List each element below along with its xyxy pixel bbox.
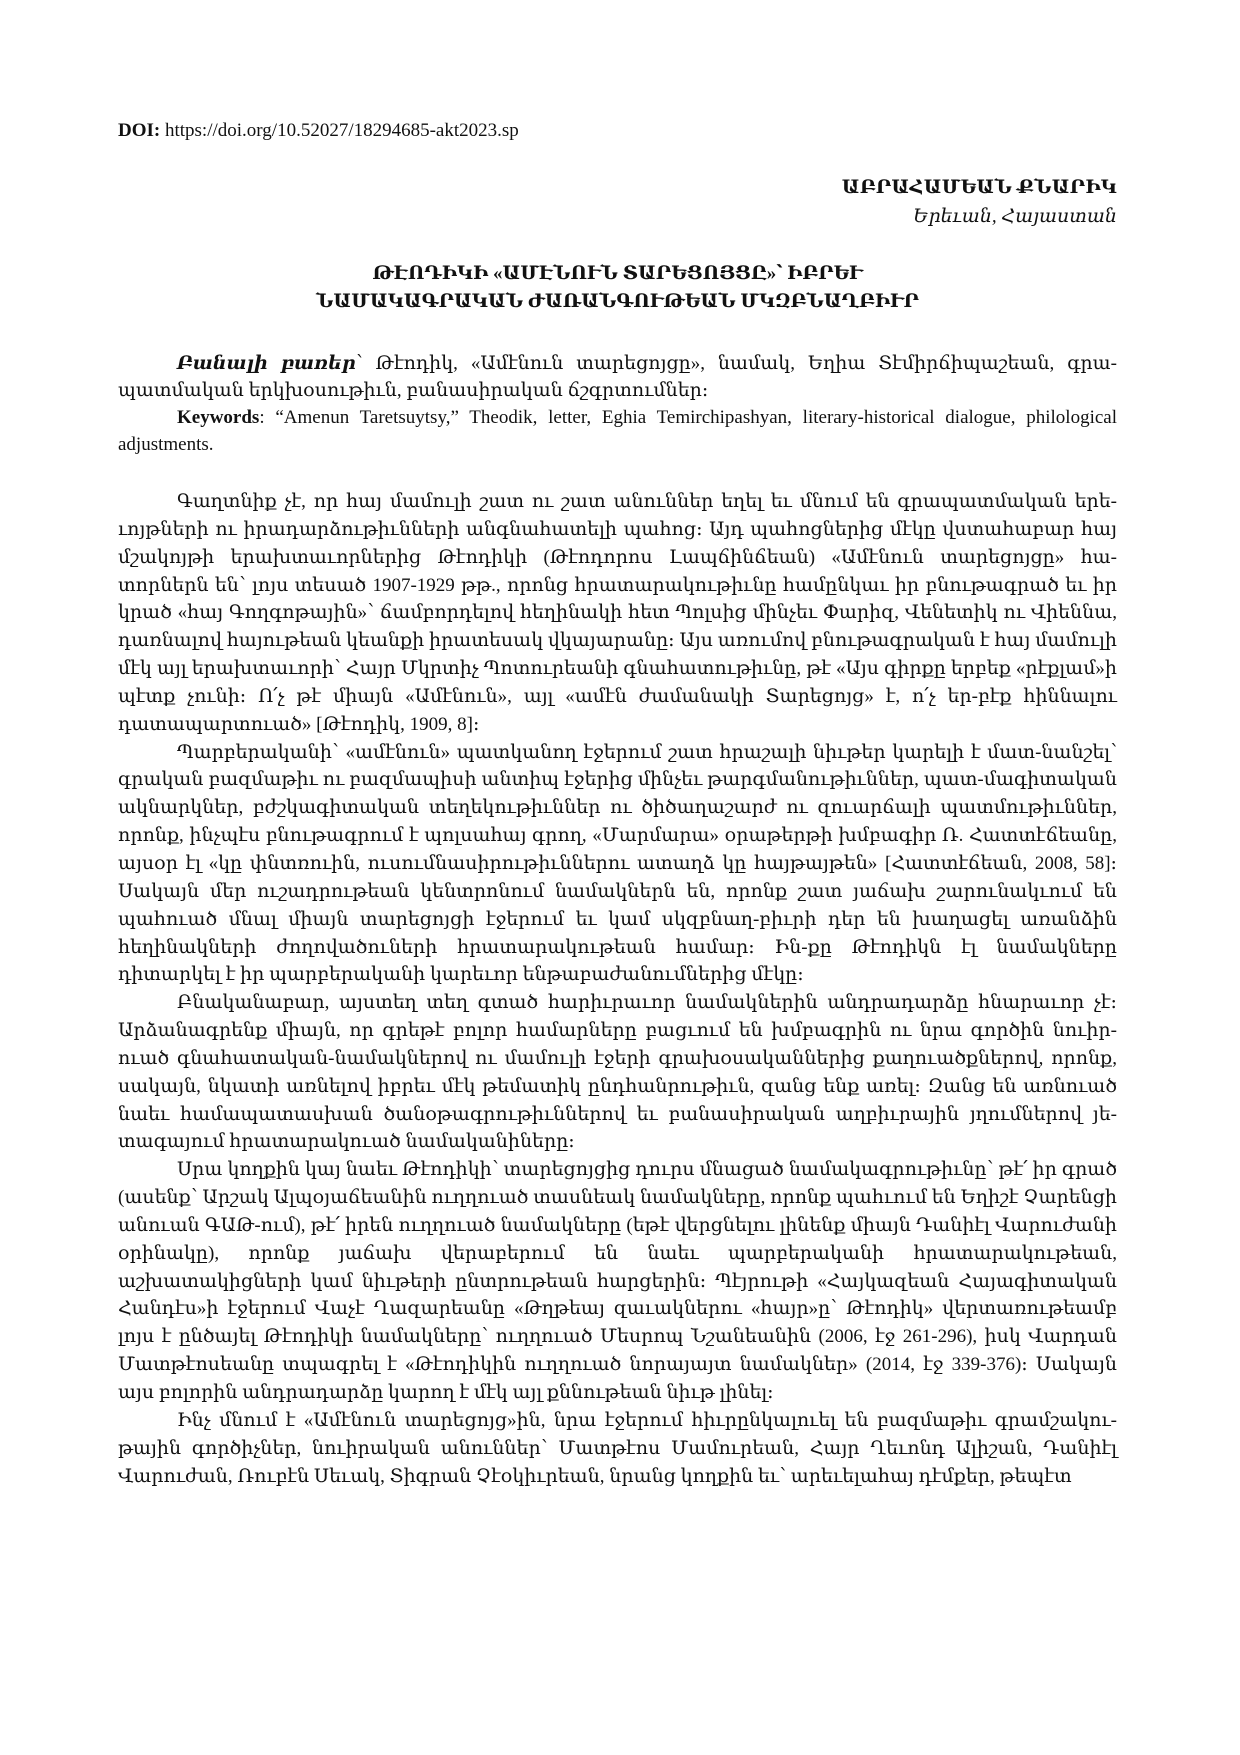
doi-line [118, 118, 519, 144]
keywords-english-text: : “Amenun Taretsuytsy,” Theodik, letter, Eghia Temirchipashyan, literary-historical dialogue, philological adjustments. [118, 407, 1117, 455]
author-block [842, 173, 1117, 231]
doi-link[interactable]: https://doi.org/10.52027/18294685-akt2023.sp [164, 120, 519, 141]
author-affiliation: Երեւան, Հայաստան [913, 206, 1117, 227]
keywords-block [118, 350, 1117, 458]
title-line-2: ՆԱՄԱԿԱԳՐԱԿԱՆ ԺԱՌԱՆԳՈՒԹԵԱՆ ՄԿԶԲՆԱՂԲԻՒՐ [316, 291, 919, 312]
body-paragraph-4: Սրա կողքին կայ նաեւ Թէոդիկի՝ տարեցոյցից դուրս մնացած նամակագրութիւնը՝ թէ՛ իր գրած (ասենք՝ Արշակ Ալպօյաճեանին ուղղուած տասնեակ նամակները, որոնք պահւում են Եղիշէ Չարենցի անուան ԳԱԹ-ում), թէ՛ իրեն ուղղուած նամակները (եթէ վերցնելու լինենք միայն Դանիէլ Վարուժանի օրինակը), որոնք յաճախ վերաբերում են նաեւ պարբերականի հրատարակութեան, աշխատակիցների կամ նիւթերի ընտրութեան հարցերին։ Պէյրութի «Հայկազեան Հայագիտական Հանդէս»ի էջերում Վաչէ Ղազարեանը «Թղթեայ զաւակներու «հայր»ը՝ Թէոդիկ» վերտառութեամբ լոյս է ընծայել Թէոդիկի նամակները՝ ուղղուած Մեսրոպ Նշանեանին (2006, էջ 261-296), իսկ Վարդան Մատթէոսեանը տպագրել է «Թէոդիկին ուղղուած նորայայտ նամակներ» (2014, էջ 339-376)։ Սակայն այս բոլորին անդրադարձը կարող է մէկ այլ քննութեան նիւթ լինել։ [118, 1159, 1117, 1403]
keywords-english-label: Keywords [177, 407, 260, 428]
title-line-1: ԹԷՈԴԻԿԻ «ԱՄԷՆՈՒՆ ՏԱՐԵՑՈՅՑԸ»՝ ԻԲՐԵՒ [372, 263, 863, 284]
keywords-english [118, 404, 1117, 458]
doi-label: DOI: [118, 120, 161, 141]
body-paragraph-5: Ինչ մնում է «Ամէնուն տարեցոյց»ին, նրա էջերում հիւրընկալուել են բազմաթիւ գրամշակու-թային գործիչներ, նուիրական անուններ՝ Մատթէոս Մամուրեան, Հայր Ղեւոնդ Ալիշան, Դանիէլ Վարուժան, Ռուբէն Սեւակ, Տիգրան Չէօկիւրեան, նրանց կողքին եւ՝ արեւելահայ դէմքեր, թեպէտ [118, 1409, 1117, 1487]
body-paragraph-1: Գաղտնիք չէ, որ հայ մամուլի շատ ու շատ անուններ եղել եւ մնում են գրապատմական երե-ւոյթների ու իրադարձութիւնների անգնահատելի պահոց։ Այդ պահոցներից մէկը վստահաբար հայ մշակոյթի երախտաւորներից Թէոդիկի (Թէոդորոս Լապճինճեան) «Ամէնուն տարեցոյցը» հա-տորներն են՝ լոյս տեսած 1907-1929 թթ., որոնց հրատարակութիւնը համընկաւ իր բնութագրած եւ իր կրած «հայ Գողգոթային»՝ ճամբորդելով հեղինակի հետ Պոլսից մինչեւ Փարիզ, Վենետիկ ու Վիեննա, դառնալով հայութեան կեանքի իրատեսակ վկայարանը։ Այս առումով բնութագրական է հայ մամուլի մէկ այլ երախտաւորի՝ Հայր Մկրտիչ Պոտուրեանի գնահատութիւնը, թէ «Այս գիրքը երբեք «րէքլամ»ի պէտք չունի։ Ո՛չ թէ միայն «Ամէնուն», այլ «ամէն ժամանակի Տարեցոյց» է, ո՛չ եր-բէք հիննալու դատապարտուած» [Թէոդիկ, 1909, 8]։ [118, 491, 1117, 735]
keywords-armenian [118, 350, 1117, 404]
keywords-armenian-label: Բանալի բառեր [177, 353, 356, 374]
paper-title [118, 260, 1117, 316]
body-text [118, 488, 1117, 1490]
keywords-armenian-text: ՝ Թէոդիկ, «Ամէնուն տարեցոյցը», նամակ, Եղիա Տէմիրճիպաշեան, գրա-պատմական երկխօսութիւն, բանասիրական ճշգրտումներ։ [118, 353, 1118, 401]
author-name: ԱԲՐԱՀԱՄԵԱՆ ՔՆԱՐԻԿ [841, 177, 1117, 198]
body-paragraph-2: Պարբերականի՝ «ամէնուն» պատկանող էջերում շատ հրաշալի նիւթեր կարելի է մատ-նանշել՝ գրական բազմաթիւ ու բազմապիսի անտիպ էջերից մինչեւ թարգմանութիւններ, պատ-մագիտական ակնարկներ, բժշկագիտական տեղեկութիւններ ու ծիծաղաշարժ ու զուարճալի պատմութիւններ, որոնք, ինչպէս բնութագրում է պոլսահայ գրող, «Մարմարա» օրաթերթի խմբագիր Ռ. Հատտէճեանը, այսօր էլ «կը փնտռուին, ուսումնասիրութիւններու ատաղձ կը հայթայթեն» [Հատտէճեան, 2008, 58]։ Սակայն մեր ուշադրութեան կենտրոնում նամակներն են, որոնք շատ յաճախ շարունակւում են պահուած մնալ միայն տարեցոյցի էջերում եւ կամ սկզբնաղ-բիւրի դեր են խաղացել առանձին հեղինակների ժողովածուների հրատարակութեան համար։ Ին-քը Թէոդիկն էլ նամակները դիտարկել է իր պարբերականի կարեւոր ենթաբաժանումներից մէկը։ [118, 741, 1118, 986]
body-paragraph-3: Բնականաբար, այստեղ տեղ գտած հարիւրաւոր նամակներին անդրադարձը հնարաւոր չէ։ Արձանագրենք միայն, որ գրեթէ բոլոր համարները բացւում են խմբագրին ու նրա գործին նուիր-ուած գնահատական-նամակներով ու մամուլի էջերի գրախօսականներից քաղուածքներով, որոնք, սակայն, նկատի առնելով իբրեւ մէկ թեմատիկ ընդհանրութիւն, զանց ենք առել։ Զանց են առնուած նաեւ համապատասխան ծանօթագրութիւններով եւ բանասիրական աղբիւրային յղումներով յե-տագայում հրատարակուած նամականիները։ [118, 992, 1117, 1153]
